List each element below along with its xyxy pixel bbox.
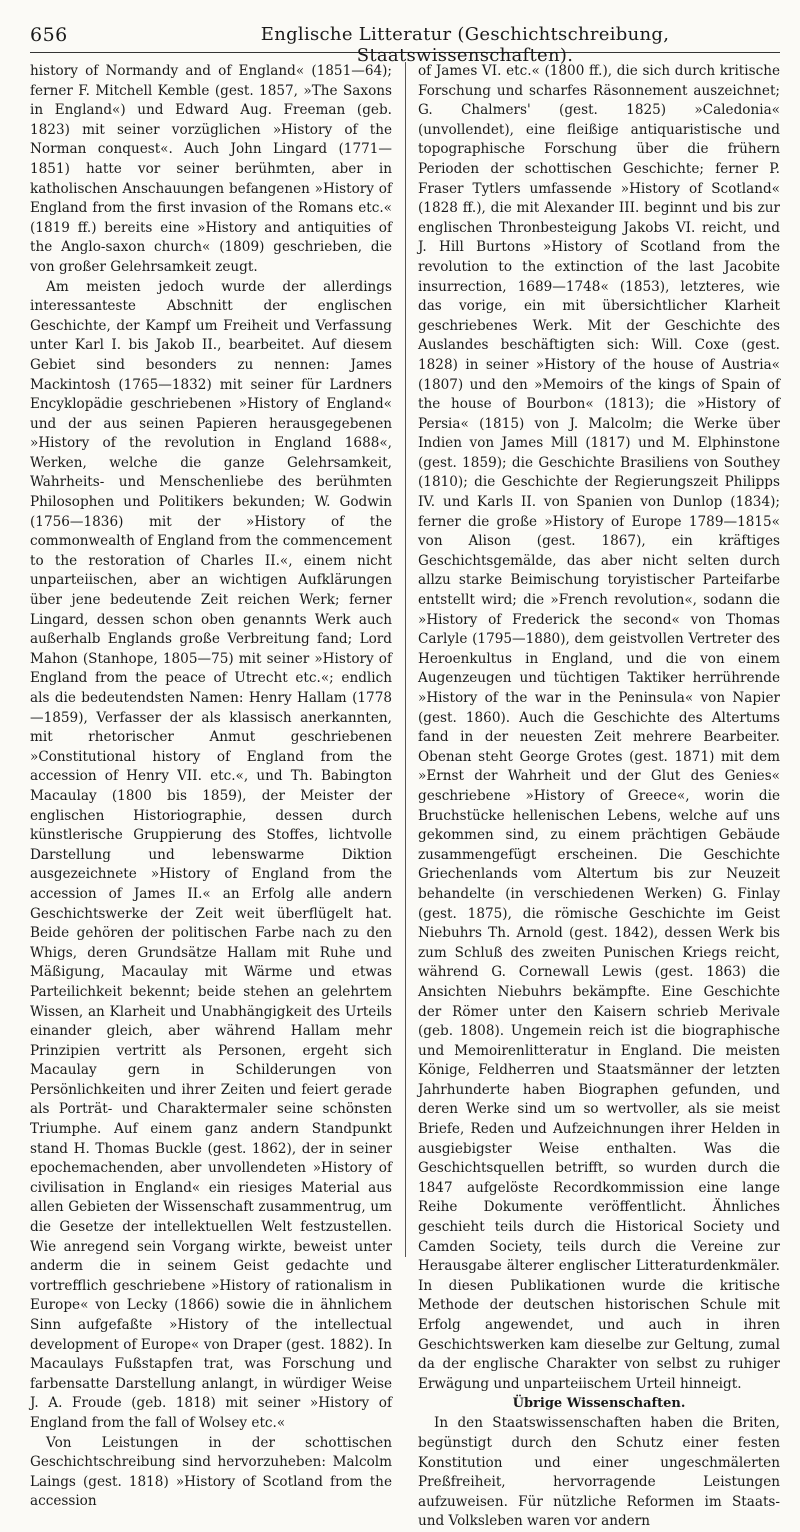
paragraph: Am meisten jedoch wurde der allerdings interessanteste Abschnitt der englischen Geschichte, der Kampf um Freiheit und Verfassung unter Karl I. bis Jakob II., bearbeitet. Auf diesem Gebiet sind besonders zu nennen: James Mackintosh (1765—1832) mit seiner für Lardners Encyklopädie geschriebenen »History of England« und der aus seinen Papieren herausgegebenen »History of the revolution in England 1688«, Werken, welche die ganze Gelehrsamkeit, Wahrheits- und Menschenliebe des berühmten Philosophen und Politikers bekunden; W. Godwin (1756—1836) mit der »History of the commonwealth of England from the commencement to the restoration of Charles II.«, einem nicht unparteiischen, aber an wichtigen Aufklärungen über jene bedeutende Zeit reichen Werk; ferner Lingard, dessen schon oben genannts Werk auch außerhalb Englands große Verbreitung fand; Lord Mahon (Stanhope, 1805—75) mit seiner »History of England from the peace of Utrecht etc.«; endlich als die bedeutendsten Namen: Henry Hallam (1778—1859), Verfasser der als klassisch anerkannten, mit rhetorischer Anmut geschriebenen »Constitutional history of England from the accession of Henry VII. etc.«, und Th. Babington Macaulay (1800 bis 1859), der Meister der englischen Historiographie, dessen durch künstlerische Gruppierung des Stoffes, lichtvolle Darstellung und lebenswarme Diktion ausgezeichnete »History of England from the accession of James II.« an Erfolg alle andern Geschichtswerke der Zeit weit überflügelt hat. Beide gehören der politischen Farbe nach zu den Whigs, deren Grundsätze Hallam mit Ruhe und Mäßigung, Macaulay mit Wärme und etwas Parteilichkeit bekennt; beide stehen an gelehrtem Wissen, an Klarheit und Unabhängigkeit des Urteils einander gleich, aber während Hallam mehr Prinzipien vertritt als Personen, ergeht sich Macaulay gern in Schilderungen von Persönlichkeiten und ihrer Zeiten und feiert gerade als Porträt- und Charaktermaler seine schönsten Triumphe. Auf einem ganz andern Standpunkt stand H. Thomas Buckle (gest. 1862), der in seiner epochemachenden, aber unvollendeten »History of civilisation in England« ein riesiges Material aus allen Gebieten der Wissenschaft zusammentrug, um die Gesetze der intellektuellen Welt festzustellen. Wie anregend sein Vorgang wirkte, beweist unter anderm die in seinem Geist gedachte und vortrefflich geschriebene »History of rationalism in Europe« von Lecky (1866) sowie die in ähnlichem Sinn aufgefaßte »History of the intellectual development of Europe« von Draper (gest. 1882). In Macaulays Fußstapfen trat, was Forschung und farbensatte Darstellung anlangt, in würdiger Weise J. A. Froude (geb. 1818) mit seiner »History of England from the fall of Wolsey etc.«: [30, 278, 392, 1431]
right-column: [418, 62, 780, 1530]
running-head: Englische Litteratur (Geschichtschreibung, Staatswissenschaften).: [260, 24, 670, 66]
page-header: [30, 18, 780, 66]
column-divider: [405, 62, 406, 1257]
left-column: [30, 62, 392, 1510]
paragraph: Von Leistungen in der schottischen Geschichtschreibung sind hervorzuheben: Malcolm Laings (gest. 1818) »History of Scotland from the accession: [30, 1434, 392, 1510]
paragraph: history of Normandy and of England« (1851—64); ferner F. Mitchell Kemble (gest. 1857, »The Saxons in England«) und Edward Aug. Freeman (geb. 1823) mit seiner vorzüglichen »History of the Norman conquest«. Auch John Lingard (1771—1851) hatte vor seiner berühmten, aber in katholischen Anschauungen befangenen »History of England from the first invasion of the Romans etc.« (1819 ff.) bereits eine »History and antiquities of the Anglo-saxon church« (1809) geschrieben, die von großer Gelehrsamkeit zeugt.: [30, 63, 392, 275]
section-heading: Übrige Wissenschaften.: [512, 1396, 686, 1412]
page-number: 656: [30, 24, 68, 46]
paragraph: of James VI. etc.« (1800 ff.), die sich durch kritische Forschung und scharfes Räsonnement auszeichnet; G. Chalmers' (gest. 1825) »Caledonia« (unvollendet), eine fleißige antiquaristische und topographische Forschung über die frühern Perioden der schottischen Geschichte; ferner P. Fraser Tytlers umfassende »History of Scotland« (1828 ff.), die mit Alexander III. beginnt und bis zur englischen Thronbesteigung Jakobs VI. reicht, und J. Hill Burtons »History of Scotland from the revolution to the extinction of the last Jacobite insurrection, 1689—1748« (1853), letzteres, wie das vorige, ein mit übersichtlicher Klarheit geschriebenes Werk. Mit der Geschichte des Auslandes beschäftigten sich: Will. Coxe (gest. 1828) in seiner »History of the house of Austria« (1807) und den »Memoirs of the kings of Spain of the house of Bourbon« (1813); die »History of Persia« (1815) von J. Malcolm; die Werke über Indien von James Mill (1817) und M. Elphinstone (gest. 1859); die Geschichte Brasiliens von Southey (1810); die Geschichte der Regierungszeit Philipps IV. und Karls II. von Spanien von Dunlop (1834); ferner die große »History of Europe 1789—1815« von Alison (gest. 1867), ein kräftiges Geschichtsgemälde, das aber nicht selten durch allzu starke Beimischung toryistischer Parteifarbe entstellt wird; die »French revolution«, sodann die »History of Frederick the second« von Thomas Carlyle (1795—1880), dem geistvollen Vertreter des Heroenkultus in England, und die von einem Augenzeugen und tüchtigen Taktiker herrührende »History of the war in the Peninsula« von Napier (gest. 1860). Auch die Geschichte des Altertums fand in der neuesten Zeit mehrere Bearbeiter. Obenan steht George Grotes (gest. 1871) mit dem »Ernst der Wahrheit und der Glut des Genies« geschriebene »History of Greece«, worin die Bruchstücke hellenischen Lebens, welche auf uns gekommen sind, zu einem prächtigen Gebäude zusammengefügt erscheinen. Die Geschichte Griechenlands vom Altertum bis zur Neuzeit behandelte (in verschiedenen Werken) G. Finlay (gest. 1875), die römische Geschichte im Geist Niebuhrs Th. Arnold (gest. 1842), dessen Werk bis zum Schluß des zweiten Punischen Kriegs reicht, während G. Cornewall Lewis (gest. 1863) die Ansichten Niebuhrs bekämpfte. Eine Geschichte der Römer unter den Kaisern schrieb Merivale (geb. 1808). Ungemein reich ist die biographische und Memoirenlitteratur in England. Die meisten Könige, Feldherren und Staatsmänner der letzten Jahrhunderte haben Biographen gefunden, und deren Werke sind um so wertvoller, als sie meist Briefe, Reden und Aufzeichnungen ihrer Helden in ausgiebigster Weise enthalten. Was die Geschichtsquellen betrifft, so wurden durch die 1847 aufgelöste Recordkommission eine lange Reihe Dokumente veröffentlicht. Ähnliches geschieht teils durch die Historical Society und Camden Society, teils durch die Vereine zur Herausgabe älterer englischer Litteraturdenkmäler. In diesen Publikationen wurde die kritische Methode der deutschen historischen Schule mit Erfolg angewendet, und auch in ihren Geschichtswerken kam dieselbe zur Geltung, zumal da der englische Charakter von selbst zu ruhiger Erwägung und unparteiischem Urteil hinneigt.: [418, 63, 780, 1392]
paragraph: In den Staatswissenschaften haben die Briten, begünstigt durch den Schutz einer festen Konstitution und einer ungeschmälerten Preßfreiheit, hervorragende Leistungen aufzuweisen. Für nützliche Reformen im Staats- und Volksleben waren vor andern: [418, 1415, 780, 1530]
